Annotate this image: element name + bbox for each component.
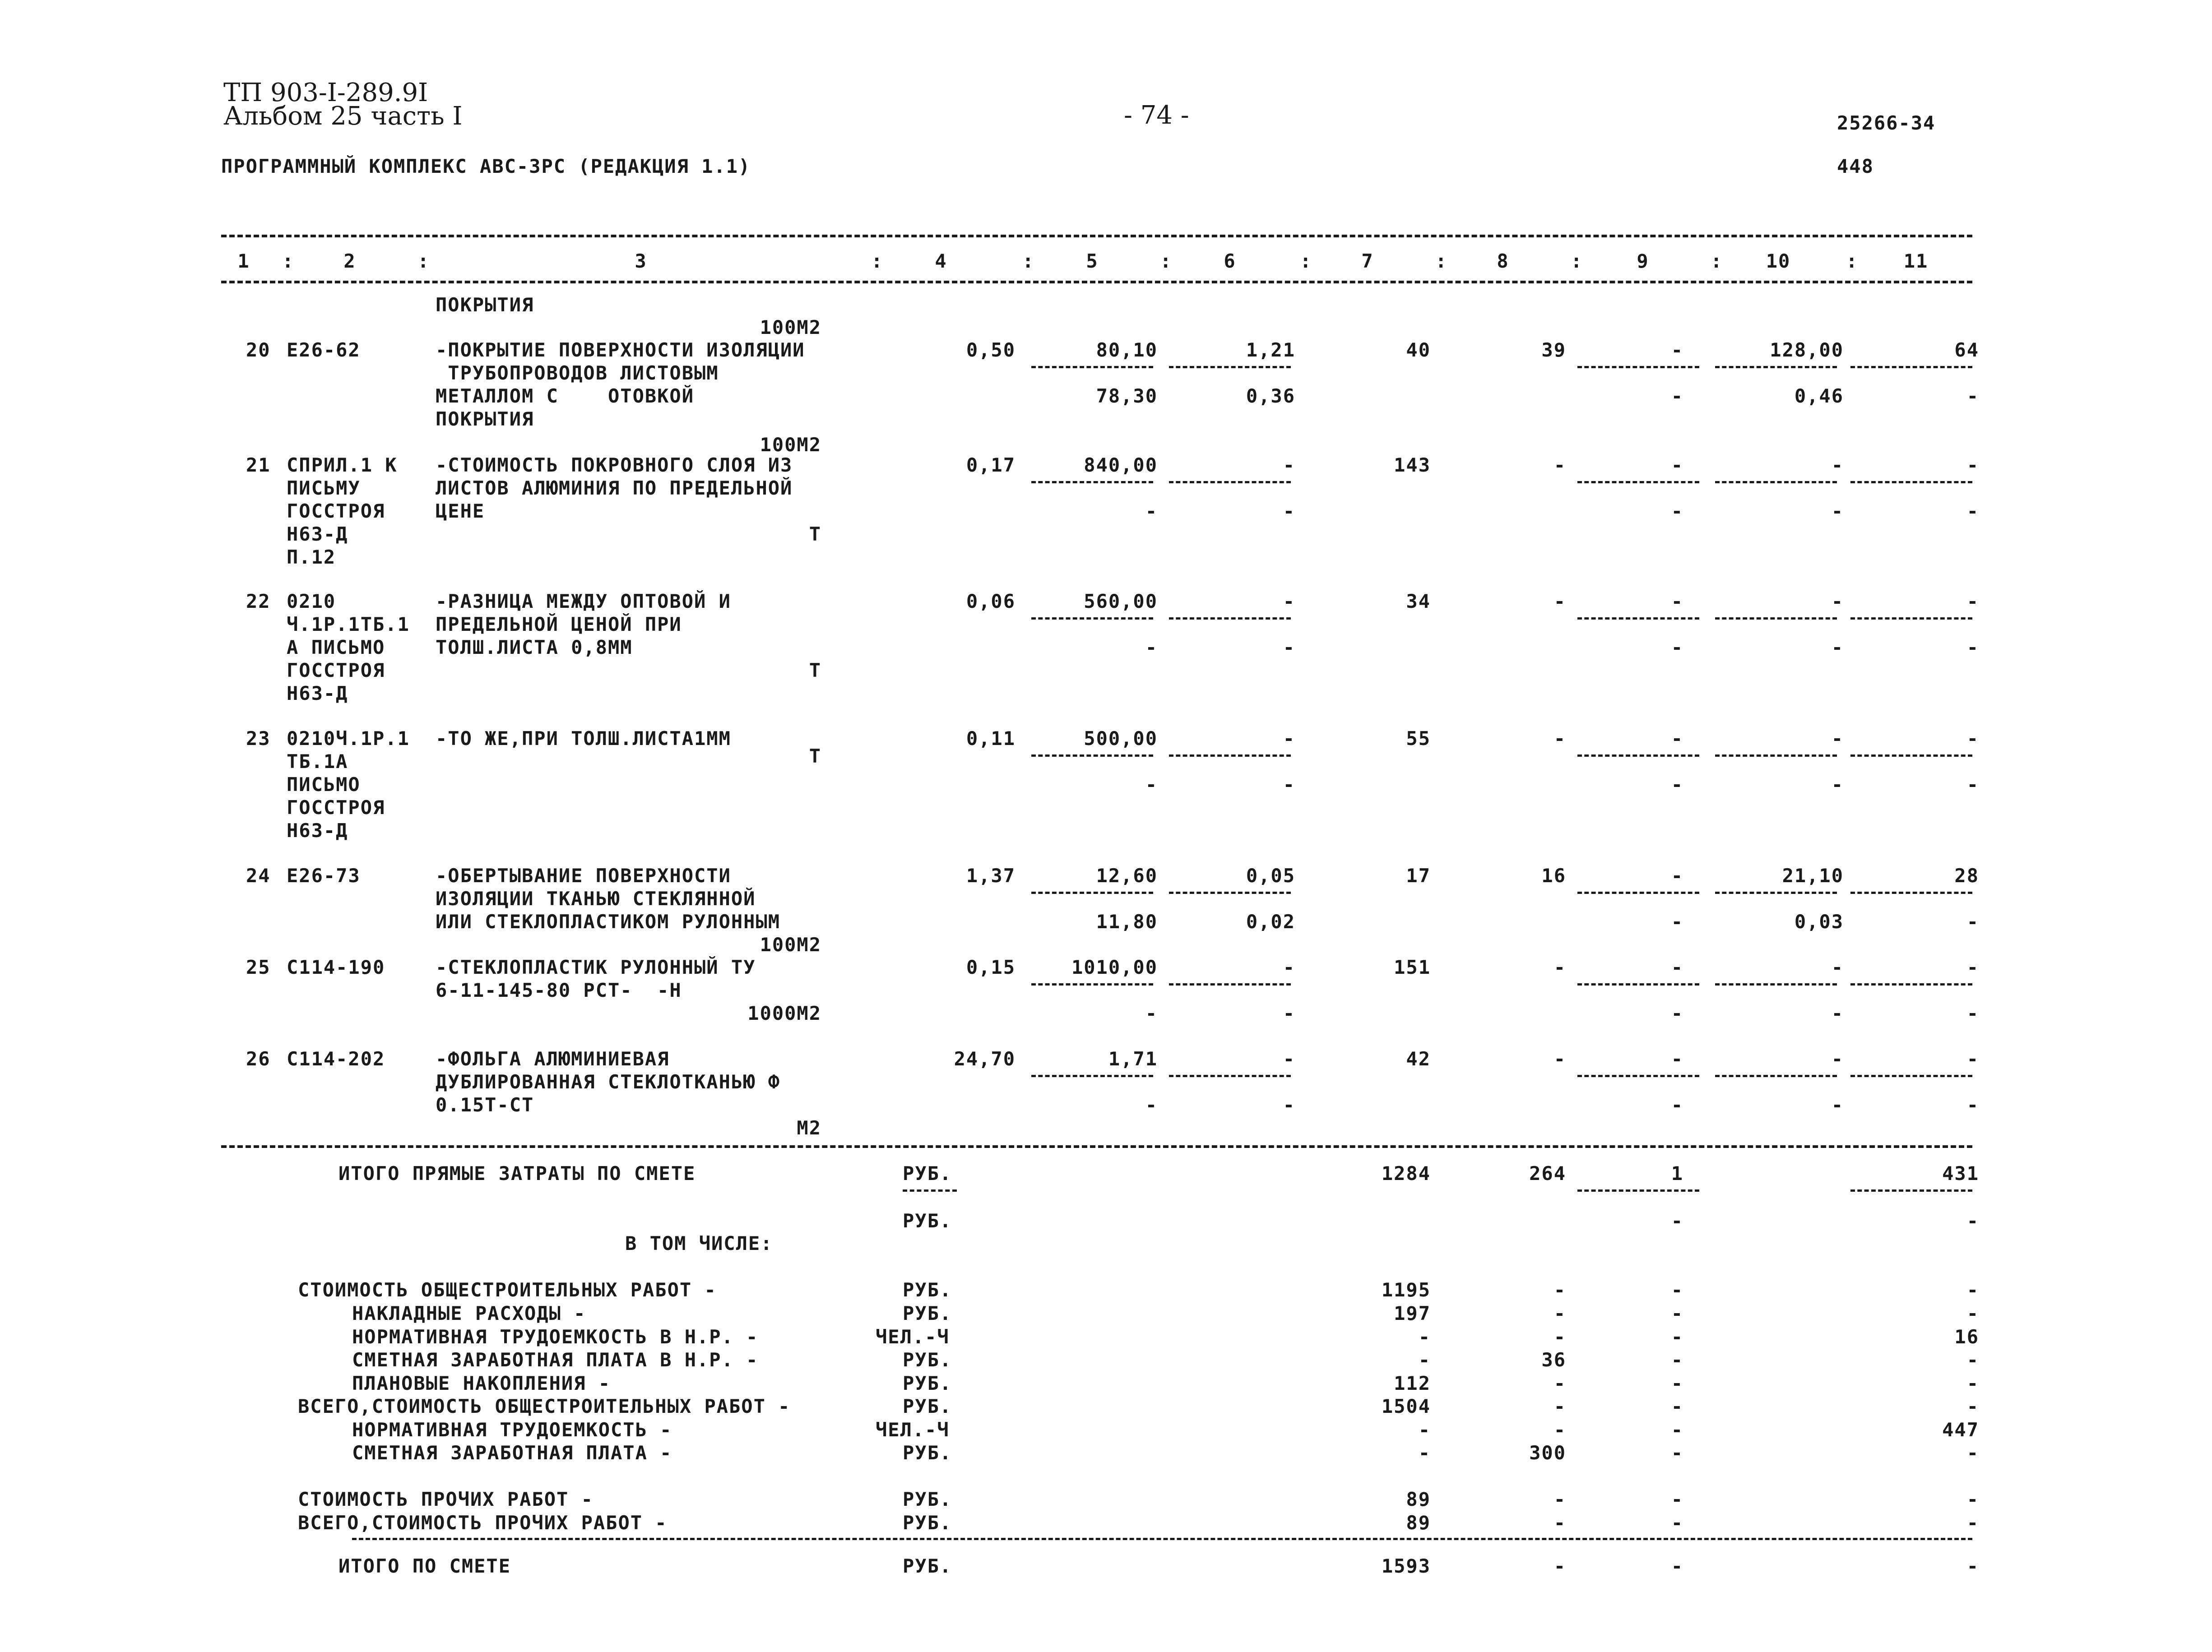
unit-cost-machines: 1,21 — [1246, 339, 1295, 361]
totals-line-col9: - — [1671, 1372, 1683, 1394]
cell-rule — [1715, 754, 1837, 757]
col10-value: - — [1831, 590, 1844, 612]
totals-line-labor: - — [1554, 1279, 1566, 1301]
col10-value: 21,10 — [1782, 865, 1844, 887]
unit-cost-machines-wage: - — [1283, 773, 1295, 796]
resource-code: 0210Ч.1Р.1 — [287, 727, 410, 750]
unit-cost-wage: - — [1145, 773, 1158, 796]
resource-code: ГОССТРОЯ — [287, 500, 385, 522]
col10-value: - — [1831, 454, 1844, 476]
work-description: ПРЕДЕЛЬНОЙ ЦЕНОЙ ПРИ — [436, 613, 682, 635]
col10-value: - — [1831, 1048, 1844, 1070]
totals-line-labor: - — [1554, 1488, 1566, 1510]
cell-rule — [1715, 481, 1837, 483]
direct-costs-col9: 1 — [1671, 1162, 1683, 1185]
total-cost: 143 — [1394, 454, 1431, 476]
totals-line-col11: - — [1966, 1488, 1979, 1510]
work-description: -СТОИМОСТЬ ПОКРОВНОГО СЛОЯ ИЗ — [436, 454, 793, 476]
unit-cost-machines-wage: - — [1283, 1002, 1295, 1024]
col9-sub-value: - — [1671, 1002, 1683, 1024]
unit-cost: 840,00 — [1084, 454, 1158, 476]
resource-code: ПИСЬМО — [287, 773, 361, 796]
column-separator: : — [282, 250, 295, 272]
unit-cost-machines: 0,05 — [1246, 865, 1295, 887]
totals-line-label: ВСЕГО,СТОИМОСТЬ ОБЩЕСТРОИТЕЛЬНЫХ РАБОТ - — [298, 1395, 791, 1417]
col11-value: - — [1966, 727, 1979, 750]
totals-line-unit: РУБ. — [903, 1349, 952, 1371]
totals-line-col11: - — [1966, 1349, 1979, 1371]
work-description: ТОЛШ.ЛИСТА 0,8ММ — [436, 636, 633, 658]
totals-line-unit: РУБ. — [903, 1488, 952, 1510]
sheet-code: 448 — [1837, 155, 1874, 177]
column-separator: : — [417, 250, 430, 272]
cell-rule — [1715, 1075, 1837, 1077]
work-description: ЛИСТОВ АЛЮМИНИЯ ПО ПРЕДЕЛЬНОЙ — [436, 477, 793, 499]
resource-code: Н63-Д — [287, 819, 348, 842]
column-separator: : — [1711, 250, 1723, 272]
quantity: 0,17 — [966, 454, 1016, 476]
quantity: 24,70 — [954, 1048, 1016, 1070]
column-header-1: 1 — [237, 250, 250, 272]
direct-costs-total: 1284 — [1381, 1162, 1431, 1185]
totals-line-col9: - — [1671, 1512, 1683, 1534]
table-header-rule — [221, 281, 1972, 283]
grand-total-rule — [352, 1538, 1972, 1540]
col9-sub-value: - — [1671, 773, 1683, 796]
page-number: - 74 - — [1124, 101, 1189, 130]
direct-costs-unit: РУБ. — [903, 1162, 952, 1185]
col10-value: 128,00 — [1770, 339, 1844, 361]
resource-code: С114-190 — [287, 956, 385, 978]
grand-total-label: ИТОГО ПО СМЕТЕ — [339, 1555, 511, 1577]
totals-line-labor: 300 — [1529, 1442, 1566, 1464]
work-description: 6-11-145-80 РСТ- -Н — [436, 979, 682, 1001]
totals-line-col9: - — [1671, 1395, 1683, 1417]
column-header-8: 8 — [1497, 250, 1509, 272]
column-separator: : — [1300, 250, 1312, 272]
quantity: 0,15 — [966, 956, 1016, 978]
total-cost: 55 — [1406, 727, 1431, 750]
resource-code: А ПИСЬМО — [287, 636, 385, 658]
unit-cost: 12,60 — [1096, 865, 1158, 887]
resource-code: С114-202 — [287, 1048, 385, 1070]
work-description: -ТО ЖЕ,ПРИ ТОЛШ.ЛИСТА1ММ — [436, 727, 731, 750]
cell-rule — [1715, 617, 1837, 620]
column-header-5: 5 — [1086, 250, 1099, 272]
totals-line-total: 112 — [1394, 1372, 1431, 1394]
unit-cost-machines: - — [1283, 454, 1295, 476]
unit-cost-machines: - — [1283, 727, 1295, 750]
work-description: ИЛИ СТЕКЛОПЛАСТИКОМ РУЛОННЫМ — [436, 911, 781, 933]
column-header-6: 6 — [1224, 250, 1236, 272]
totals-line-total: 89 — [1406, 1512, 1431, 1534]
resource-code: Е26-62 — [287, 339, 361, 361]
unit-cost-machines: - — [1283, 590, 1295, 612]
totals-line-col11: - — [1966, 1279, 1979, 1301]
grand-total-col11: - — [1966, 1555, 1979, 1577]
cell-rule — [1031, 481, 1153, 483]
document-code: ТП 903-I-289.9I — [223, 78, 428, 107]
totals-line-label: НОРМАТИВНАЯ ТРУДОЕМКОСТЬ - — [352, 1419, 672, 1441]
resource-code: ТБ.1А — [287, 750, 348, 773]
labor-cost: - — [1554, 454, 1566, 476]
total-cost: 151 — [1394, 956, 1431, 978]
totals-line-col9: - — [1671, 1488, 1683, 1510]
col11-value: - — [1966, 1048, 1979, 1070]
unit-of-measure: Т — [809, 659, 821, 681]
totals-line-unit: РУБ. — [903, 1442, 952, 1464]
totals-line-col11: - — [1966, 1302, 1979, 1324]
column-header-11: 11 — [1903, 250, 1929, 272]
col10-sub-value: - — [1831, 500, 1844, 522]
row-number: 25 — [246, 956, 271, 978]
col9-value: - — [1671, 956, 1683, 978]
totals-line-labor: - — [1554, 1419, 1566, 1441]
cell-rule — [1850, 892, 1972, 894]
labor-cost: 16 — [1541, 865, 1566, 887]
cell-rule — [1169, 1075, 1291, 1077]
row-number: 24 — [246, 865, 271, 887]
registry-number: 25266-34 — [1837, 112, 1936, 134]
work-description: -РАЗНИЦА МЕЖДУ ОПТОВОЙ И — [436, 590, 731, 612]
unit-cost-machines-wage: - — [1283, 500, 1295, 522]
col11-sub-value: - — [1966, 1094, 1979, 1116]
totals-line-col9: - — [1671, 1419, 1683, 1441]
table-top-rule — [221, 235, 1972, 237]
totals-line-unit: РУБ. — [903, 1372, 952, 1394]
total-cost: 17 — [1406, 865, 1431, 887]
cell-rule — [1169, 892, 1291, 894]
cell-rule — [1031, 983, 1153, 986]
totals-line-unit: РУБ. — [903, 1395, 952, 1417]
col9-sub-value: - — [1671, 385, 1683, 407]
column-header-10: 10 — [1766, 250, 1791, 272]
totals-line-labor: - — [1554, 1326, 1566, 1348]
totals-line-col11: - — [1966, 1372, 1979, 1394]
col11-value: - — [1966, 956, 1979, 978]
col11-sub-value: - — [1966, 911, 1979, 933]
totals-line-label: НОРМАТИВНАЯ ТРУДОЕМКОСТЬ В Н.Р. - — [352, 1326, 759, 1348]
col10-sub-value: - — [1831, 1002, 1844, 1024]
cell-rule — [1850, 1189, 1972, 1192]
unit-cost: 1,71 — [1108, 1048, 1158, 1070]
row-number: 23 — [246, 727, 271, 750]
unit-cost-wage: - — [1145, 1002, 1158, 1024]
totals-line-unit: ЧЕЛ.-Ч — [876, 1419, 950, 1441]
col10-value: - — [1831, 727, 1844, 750]
cell-rule — [903, 1189, 957, 1192]
labor-cost: - — [1554, 590, 1566, 612]
resource-code: Н63-Д — [287, 682, 348, 704]
totals-line-unit: РУБ. — [903, 1512, 952, 1534]
col11-value: - — [1966, 590, 1979, 612]
direct-costs-labor: 264 — [1529, 1162, 1566, 1185]
unit-cost-wage: - — [1145, 500, 1158, 522]
resource-code: Е26-73 — [287, 865, 361, 887]
cell-rule — [1577, 481, 1699, 483]
unit-cost-wage: 11,80 — [1096, 911, 1158, 933]
totals-line-col9: - — [1671, 1302, 1683, 1324]
direct-costs-label: ИТОГО ПРЯМЫЕ ЗАТРАТЫ ПО СМЕТЕ — [339, 1162, 696, 1185]
quantity: 0,06 — [966, 590, 1016, 612]
resource-code: Ч.1Р.1ТБ.1 — [287, 613, 410, 635]
work-description: 0.15Т-СТ — [436, 1094, 534, 1116]
totals-line-total: 1504 — [1381, 1395, 1431, 1417]
col10-sub-value: - — [1831, 773, 1844, 796]
unit-of-measure: 1000М2 — [747, 1002, 821, 1024]
col11-value: 64 — [1954, 339, 1979, 361]
cell-rule — [1577, 366, 1699, 368]
cell-rule — [1169, 983, 1291, 986]
work-description: ИЗОЛЯЦИИ ТКАНЬЮ СТЕКЛЯННОЙ — [436, 888, 756, 910]
totals-line-label: СМЕТНАЯ ЗАРАБОТНАЯ ПЛАТА - — [352, 1442, 672, 1464]
totals-line-total: - — [1418, 1442, 1431, 1464]
work-description: -ОБЕРТЫВАНИЕ ПОВЕРХНОСТИ — [436, 865, 731, 887]
unit-of-measure: Т — [809, 745, 821, 767]
row-number: 20 — [246, 339, 271, 361]
totals-line-col9: - — [1671, 1326, 1683, 1348]
column-separator: : — [1160, 250, 1173, 272]
totals-line-unit: РУБ. — [903, 1279, 952, 1301]
cell-rule — [1715, 366, 1837, 368]
totals-line-labor: - — [1554, 1512, 1566, 1534]
totals-line-label: НАКЛАДНЫЕ РАСХОДЫ - — [352, 1302, 586, 1324]
unit-cost-wage: - — [1145, 636, 1158, 658]
grand-total-labor: - — [1554, 1555, 1566, 1577]
resource-code: СПРИЛ.1 К — [287, 454, 398, 476]
cell-rule — [1169, 617, 1291, 620]
unit-of-measure: М2 — [797, 1117, 821, 1139]
totals-line-label: ВСЕГО,СТОИМОСТЬ ПРОЧИХ РАБОТ - — [298, 1512, 668, 1534]
work-description: -ФОЛЬГА АЛЮМИНИЕВАЯ — [436, 1048, 670, 1070]
cell-rule — [1169, 754, 1291, 757]
column-separator: : — [1846, 250, 1859, 272]
program-title: ПРОГРАММНЫЙ КОМПЛЕКС АВС-ЗРС (РЕДАКЦИЯ 1.1) — [221, 155, 751, 177]
unit-cost-wage: 78,30 — [1096, 385, 1158, 407]
unit-of-measure: 100М2 — [760, 934, 821, 956]
cell-rule — [1850, 481, 1972, 483]
unit-of-measure: 100М2 — [760, 434, 821, 456]
grand-total-unit: РУБ. — [903, 1555, 952, 1577]
resource-code: ГОССТРОЯ — [287, 796, 385, 819]
album-label: Альбом 25 часть I — [223, 102, 463, 131]
totals-line-total: - — [1418, 1419, 1431, 1441]
work-description: -СТЕКЛОПЛАСТИК РУЛОННЫЙ ТУ — [436, 956, 756, 978]
column-separator: : — [1022, 250, 1035, 272]
cell-rule — [1031, 617, 1153, 620]
col9-value: - — [1671, 339, 1683, 361]
resource-code: Н63-Д — [287, 523, 348, 545]
col9-value: - — [1671, 1048, 1683, 1070]
total-cost: 34 — [1406, 590, 1431, 612]
including-label: В ТОМ ЧИСЛЕ: — [625, 1232, 773, 1254]
cell-rule — [1031, 1075, 1153, 1077]
quantity: 1,37 — [966, 865, 1016, 887]
totals-line-labor: 36 — [1541, 1349, 1566, 1371]
column-separator: : — [1435, 250, 1448, 272]
work-description: ТРУБОПРОВОДОВ ЛИСТОВЫМ — [436, 362, 719, 384]
column-header-4: 4 — [935, 250, 947, 272]
totals-line-label: СМЕТНАЯ ЗАРАБОТНАЯ ПЛАТА В Н.Р. - — [352, 1349, 759, 1371]
totals-line-total: 89 — [1406, 1488, 1431, 1510]
totals-line-col9: - — [1671, 1349, 1683, 1371]
unit-cost: 500,00 — [1084, 727, 1158, 750]
cell-rule — [1850, 366, 1972, 368]
totals-line-unit: ЧЕЛ.-Ч — [876, 1326, 950, 1348]
column-header-7: 7 — [1361, 250, 1374, 272]
column-header-2: 2 — [343, 250, 356, 272]
col9-value: - — [1671, 590, 1683, 612]
totals-line-label: СТОИМОСТЬ ОБЩЕСТРОИТЕЛЬНЫХ РАБОТ - — [298, 1279, 717, 1301]
cell-rule — [1715, 892, 1837, 894]
total-cost: 42 — [1406, 1048, 1431, 1070]
work-description: МЕТАЛЛОМ С ОТОВКОЙ — [436, 385, 695, 407]
unit-cost-machines: - — [1283, 1048, 1295, 1070]
totals-line-total: 197 — [1394, 1302, 1431, 1324]
column-separator: : — [1571, 250, 1583, 272]
totals-line-labor: - — [1554, 1395, 1566, 1417]
totals-top-rule — [221, 1145, 1972, 1148]
totals-line-col11: - — [1966, 1512, 1979, 1534]
col11-sub-value: - — [1966, 500, 1979, 522]
cell-rule — [1031, 754, 1153, 757]
resource-code: 0210 — [287, 590, 336, 612]
work-description: ЦЕНЕ — [436, 500, 485, 522]
totals-line-col11: 16 — [1954, 1326, 1979, 1348]
cell-rule — [1031, 366, 1153, 368]
totals-line-unit: РУБ. — [903, 1302, 952, 1324]
column-header-3: 3 — [635, 250, 647, 272]
col10-value: - — [1831, 956, 1844, 978]
totals-line-labor: - — [1554, 1302, 1566, 1324]
resource-code: П.12 — [287, 546, 336, 568]
col9-value: - — [1671, 865, 1683, 887]
totals-line-col9: - — [1671, 1442, 1683, 1464]
unit-of-measure: 100М2 — [760, 316, 821, 338]
row-number: 21 — [246, 454, 271, 476]
col9-sub-value: - — [1671, 911, 1683, 933]
resource-code: ГОССТРОЯ — [287, 659, 385, 681]
cell-rule — [1850, 983, 1972, 986]
work-description: ПОКРЫТИЯ — [436, 408, 534, 430]
unit-cost-machines-wage: 0,02 — [1246, 911, 1295, 933]
labor-cost: - — [1554, 956, 1566, 978]
totals-line-col11: - — [1966, 1442, 1979, 1464]
totals-line-col11: - — [1966, 1395, 1979, 1417]
unit-cost-machines-wage: - — [1283, 636, 1295, 658]
col11-sub-value: - — [1966, 636, 1979, 658]
resource-code: ПИСЬМУ — [287, 477, 361, 499]
col9-value: - — [1671, 454, 1683, 476]
cell-rule — [1850, 1075, 1972, 1077]
cell-rule — [1577, 892, 1699, 894]
unit-of-measure: Т — [809, 523, 821, 545]
col10-sub-value: - — [1831, 1094, 1844, 1116]
direct-costs-unit-sub: РУБ. — [903, 1210, 952, 1232]
column-separator: : — [871, 250, 884, 272]
col9-sub-value: - — [1671, 636, 1683, 658]
column-header-9: 9 — [1637, 250, 1649, 272]
cell-rule — [1577, 754, 1699, 757]
work-description: ДУБЛИРОВАННАЯ СТЕКЛОТКАНЬЮ Ф — [436, 1071, 781, 1093]
cell-rule — [1850, 617, 1972, 620]
cell-rule — [1850, 754, 1972, 757]
unit-cost-machines: - — [1283, 956, 1295, 978]
cell-rule — [1577, 1075, 1699, 1077]
totals-line-total: - — [1418, 1326, 1431, 1348]
col9-sub-value: - — [1671, 1094, 1683, 1116]
unit-cost-wage: - — [1145, 1094, 1158, 1116]
col11-sub-value: - — [1966, 385, 1979, 407]
col9-sub-value: - — [1671, 500, 1683, 522]
totals-line-label: СТОИМОСТЬ ПРОЧИХ РАБОТ - — [298, 1488, 594, 1510]
col10-sub-value: 0,03 — [1794, 911, 1844, 933]
totals-line-col11: 447 — [1942, 1419, 1979, 1441]
col11-value: 28 — [1954, 865, 1979, 887]
unit-cost-machines-wage: 0,36 — [1246, 385, 1295, 407]
totals-line-total: - — [1418, 1349, 1431, 1371]
unit-cost: 80,10 — [1096, 339, 1158, 361]
col9-value: - — [1671, 727, 1683, 750]
totals-line-total: 1195 — [1381, 1279, 1431, 1301]
grand-total-value: 1593 — [1381, 1555, 1431, 1577]
work-description: ПОКРЫТИЯ — [436, 294, 534, 316]
cell-rule — [1577, 617, 1699, 620]
total-cost: 40 — [1406, 339, 1431, 361]
quantity: 0,50 — [966, 339, 1016, 361]
cell-rule — [1715, 983, 1837, 986]
unit-cost-machines-wage: - — [1283, 1094, 1295, 1116]
col10-sub-value: - — [1831, 636, 1844, 658]
cell-rule — [1031, 892, 1153, 894]
cell-rule — [1577, 1189, 1699, 1192]
labor-cost: - — [1554, 1048, 1566, 1070]
labor-cost: - — [1554, 727, 1566, 750]
unit-cost: 560,00 — [1084, 590, 1158, 612]
direct-costs-col11-sub: - — [1966, 1210, 1979, 1232]
totals-line-labor: - — [1554, 1372, 1566, 1394]
direct-costs-col9-sub: - — [1671, 1210, 1683, 1232]
col11-sub-value: - — [1966, 1002, 1979, 1024]
col11-sub-value: - — [1966, 773, 1979, 796]
totals-line-col9: - — [1671, 1279, 1683, 1301]
labor-cost: 39 — [1541, 339, 1566, 361]
cell-rule — [1577, 983, 1699, 986]
work-description: -ПОКРЫТИЕ ПОВЕРХНОСТИ ИЗОЛЯЦИИ — [436, 339, 805, 361]
row-number: 22 — [246, 590, 271, 612]
direct-costs-col11: 431 — [1942, 1162, 1979, 1185]
grand-total-col9: - — [1671, 1555, 1683, 1577]
row-number: 26 — [246, 1048, 271, 1070]
col10-sub-value: 0,46 — [1794, 385, 1844, 407]
unit-cost: 1010,00 — [1071, 956, 1158, 978]
quantity: 0,11 — [966, 727, 1016, 750]
col11-value: - — [1966, 454, 1979, 476]
cell-rule — [1169, 481, 1291, 483]
totals-line-label: ПЛАНОВЫЕ НАКОПЛЕНИЯ - — [352, 1372, 611, 1394]
cell-rule — [1169, 366, 1291, 368]
